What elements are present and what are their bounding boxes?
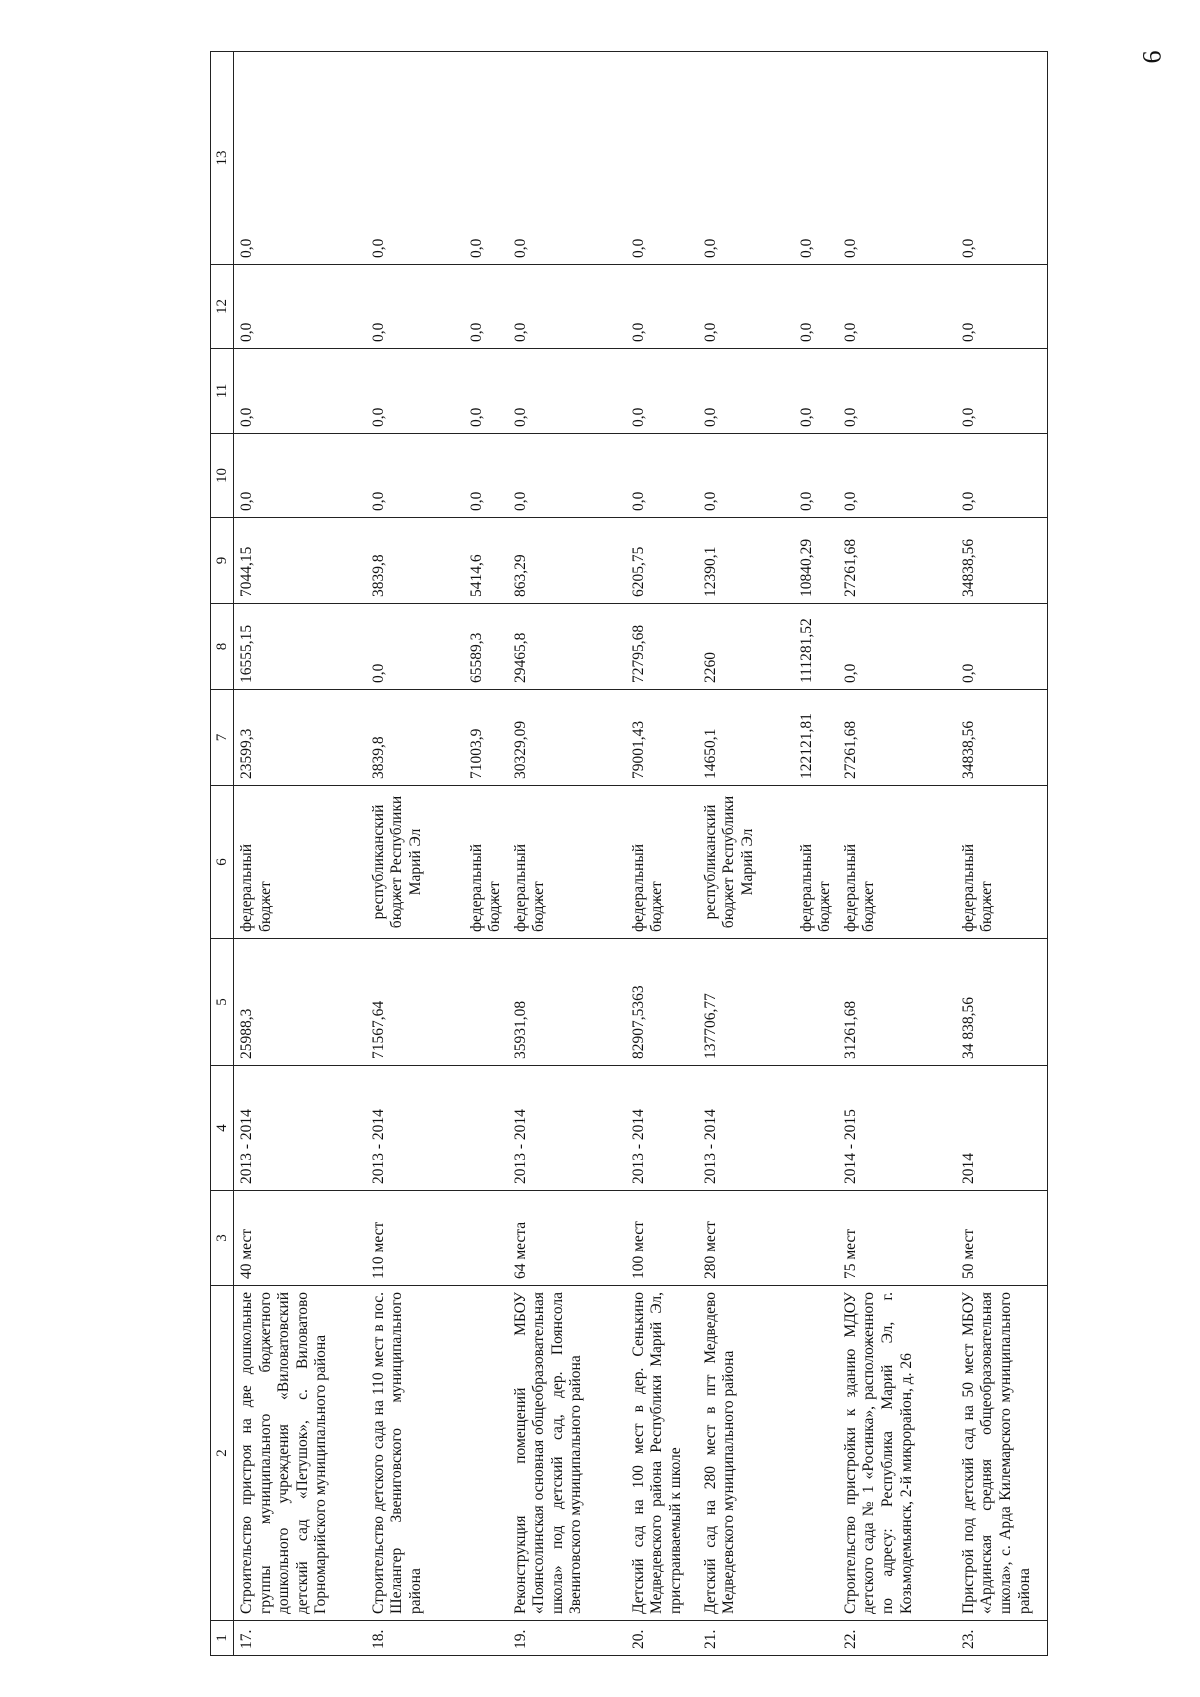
cell-c13: 0,0 [234,52,366,265]
cell-num [464,1621,508,1656]
cell-c13: 0,0 [366,52,464,265]
cell-c8: 0,0 [366,604,464,690]
cell-c13: 0,0 [838,52,956,265]
col-header-8: 8 [211,604,234,690]
table-row [234,52,366,1656]
cell-period: 2014 - 2015 [838,1066,956,1191]
col-header-6: 6 [211,786,234,939]
cell-c10: 0,0 [838,434,956,518]
cell-num: 17. [234,1621,366,1656]
cell-capacity: 75 мест [838,1191,956,1286]
cell-desc: Реконструкция помещений МБОУ «Поянсолинская основная общеобразовательная школа» под детский сад, дер. Поянсола Звениговского муниципального района [508,1286,626,1621]
cell-capacity [794,1191,838,1286]
cell-c10: 0,0 [626,434,698,518]
cell-cost: 25988,3 [234,939,366,1066]
cell-c12: 0,0 [626,265,698,349]
cell-c12: 0,0 [956,265,1048,349]
cell-c7: 27261,68 [838,690,956,786]
cell-source: республиканский бюджет Республики Марий Эл [366,786,464,939]
cell-c8: 72795,68 [626,604,698,690]
col-header-4: 4 [211,1066,234,1191]
cell-c7: 23599,3 [234,690,366,786]
col-header-1: 1 [211,1621,234,1656]
page-number: 6 [1137,50,1167,64]
cell-period: 2013 - 2014 [698,1066,794,1191]
cell-cost: 31261,68 [838,939,956,1066]
cell-capacity [464,1191,508,1286]
cell-desc: Пристрой под детский сад на 50 мест МБОУ «Ардинская средняя общеобразовательная школа», с. Арда Килемарского муниципального района [956,1286,1048,1621]
cell-source: федеральный бюджет [956,786,1048,939]
cell-source: федеральный бюджет [838,786,956,939]
cell-c10: 0,0 [698,434,794,518]
table-row [508,52,626,1656]
cell-c8: 29465,8 [508,604,626,690]
table-row [794,52,838,1656]
cell-c7: 79001,43 [626,690,698,786]
col-header-9: 9 [211,518,234,604]
cell-c8: 0,0 [838,604,956,690]
cell-desc: Строительство пристроя на две дошкольные группы муниципального бюджетного дошкольного учреждения «Виловатовский детский сад «Петушок», с. Виловатово Горномарийского муниципального района [234,1286,366,1621]
cell-c11: 0,0 [956,349,1048,434]
cell-c10: 0,0 [794,434,838,518]
cell-c11: 0,0 [794,349,838,434]
cell-cost: 82907,5363 [626,939,698,1066]
cell-period: 2013 - 2014 [234,1066,366,1191]
construction-projects-table [210,51,1048,1656]
cell-c12: 0,0 [234,265,366,349]
cell-desc: Строительство детского сада на 110 мест в пос. Шелангер Звениговского муниципального района [366,1286,464,1621]
cell-c8: 65589,3 [464,604,508,690]
cell-c7: 3839,8 [366,690,464,786]
cell-c8: 2260 [698,604,794,690]
cell-c13: 0,0 [626,52,698,265]
col-header-13: 13 [211,52,234,265]
cell-source: федеральный бюджет [464,786,508,939]
cell-period [794,1066,838,1191]
table-row [838,52,956,1656]
cell-cost: 34 838,56 [956,939,1048,1066]
cell-capacity: 64 места [508,1191,626,1286]
table-row [956,52,1048,1656]
cell-period: 2013 - 2014 [366,1066,464,1191]
cell-capacity: 280 мест [698,1191,794,1286]
cell-period: 2014 [956,1066,1048,1191]
cell-c9: 6205,75 [626,518,698,604]
cell-cost: 137706,77 [698,939,794,1066]
rotated-table-container [210,52,1033,1656]
cell-desc: Строительство пристройки к зданию МДОУ детского сада № 1 «Росинка», расположенного по адресу: Республика Марий Эл, г. Козьмодемьянск, 2-й микрорайон, д. 26 [838,1286,956,1621]
cell-c10: 0,0 [366,434,464,518]
cell-source: федеральный бюджет [794,786,838,939]
cell-capacity: 100 мест [626,1191,698,1286]
table-body [234,52,1048,1656]
cell-num: 18. [366,1621,464,1656]
col-header-10: 10 [211,434,234,518]
cell-c12: 0,0 [838,265,956,349]
cell-source: федеральный бюджет [626,786,698,939]
cell-num: 19. [508,1621,626,1656]
cell-num: 20. [626,1621,698,1656]
cell-c12: 0,0 [366,265,464,349]
cell-num: 21. [698,1621,794,1656]
cell-c11: 0,0 [508,349,626,434]
cell-num [794,1621,838,1656]
col-header-12: 12 [211,265,234,349]
cell-source: федеральный бюджет [234,786,366,939]
cell-c10: 0,0 [508,434,626,518]
cell-c13: 0,0 [698,52,794,265]
cell-c8: 0,0 [956,604,1048,690]
cell-c11: 0,0 [626,349,698,434]
cell-c13: 0,0 [508,52,626,265]
cell-c13: 0,0 [956,52,1048,265]
cell-cost: 71567,64 [366,939,464,1066]
cell-source: федеральный бюджет [508,786,626,939]
cell-c9: 10840,29 [794,518,838,604]
cell-desc: Детский сад на 100 мест в дер. Сенькино Медведевского района Республики Марий Эл, пристраиваемый к школе [626,1286,698,1621]
cell-c9: 7044,15 [234,518,366,604]
cell-period [464,1066,508,1191]
cell-cost: 35931,08 [508,939,626,1066]
cell-capacity: 110 мест [366,1191,464,1286]
cell-c9: 863,29 [508,518,626,604]
cell-c12: 0,0 [464,265,508,349]
col-header-2: 2 [211,1286,234,1621]
cell-c11: 0,0 [698,349,794,434]
cell-c9: 27261,68 [838,518,956,604]
cell-c13: 0,0 [794,52,838,265]
table-row [366,52,464,1656]
cell-period: 2013 - 2014 [626,1066,698,1191]
cell-c13: 0,0 [464,52,508,265]
cell-desc [794,1286,838,1621]
cell-source: республиканский бюджет Республики Марий Эл [698,786,794,939]
cell-c12: 0,0 [508,265,626,349]
col-header-7: 7 [211,690,234,786]
cell-c10: 0,0 [464,434,508,518]
cell-c7: 30329,09 [508,690,626,786]
cell-desc [464,1286,508,1621]
cell-c7: 71003,9 [464,690,508,786]
cell-c8: 16555,15 [234,604,366,690]
cell-c9: 34838,56 [956,518,1048,604]
cell-cost [794,939,838,1066]
cell-c9: 3839,8 [366,518,464,604]
cell-c9: 12390,1 [698,518,794,604]
cell-period: 2013 - 2014 [508,1066,626,1191]
cell-c10: 0,0 [234,434,366,518]
table-row [464,52,508,1656]
cell-c12: 0,0 [698,265,794,349]
column-number-row [211,52,234,1656]
cell-c12: 0,0 [794,265,838,349]
col-header-3: 3 [211,1191,234,1286]
col-header-5: 5 [211,939,234,1066]
cell-c7: 34838,56 [956,690,1048,786]
cell-c8: 111281,52 [794,604,838,690]
cell-c11: 0,0 [838,349,956,434]
cell-capacity: 50 мест [956,1191,1048,1286]
cell-c7: 122121,81 [794,690,838,786]
cell-cost [464,939,508,1066]
table-row [626,52,698,1656]
cell-c7: 14650,1 [698,690,794,786]
cell-desc: Детский сад на 280 мест в пгт Медведево Медведевского муниципального района [698,1286,794,1621]
cell-c9: 5414,6 [464,518,508,604]
cell-c10: 0,0 [956,434,1048,518]
cell-c11: 0,0 [464,349,508,434]
cell-num: 23. [956,1621,1048,1656]
cell-c11: 0,0 [366,349,464,434]
table-row [698,52,794,1656]
cell-num: 22. [838,1621,956,1656]
col-header-11: 11 [211,349,234,434]
cell-c11: 0,0 [234,349,366,434]
cell-capacity: 40 мест [234,1191,366,1286]
